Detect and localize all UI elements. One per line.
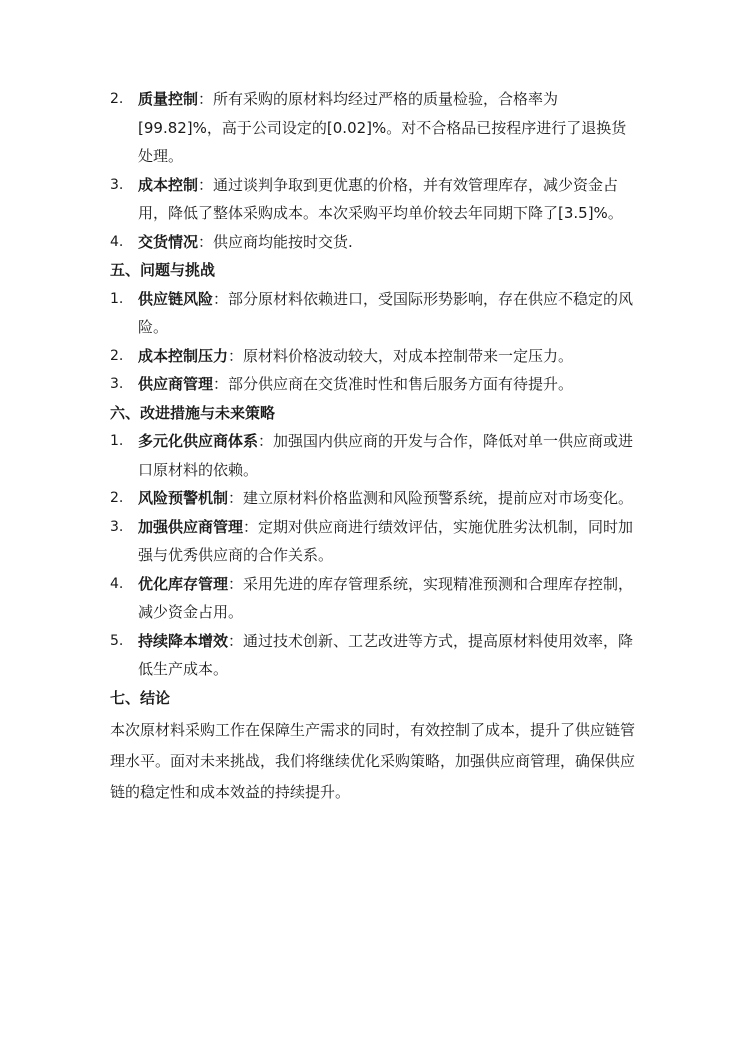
- item-term: 质量控制: [138, 90, 199, 108]
- item-term: 优化库存管理: [138, 574, 229, 593]
- item-number: 4.: [110, 233, 124, 250]
- list-item: [110, 570, 635, 627]
- item-number: 5.: [110, 632, 124, 649]
- document-page: [110, 85, 635, 808]
- item-number: 3.: [110, 518, 124, 535]
- list-item: [110, 484, 635, 513]
- item-number: 1.: [110, 433, 124, 449]
- item-text: ：供应商均能按时交货.: [198, 232, 353, 251]
- item-text: ：定期对供应商进行绩效评估，实施优胜劣汰机制，同时加强与优秀供应商的合作关系。: [138, 517, 634, 564]
- item-term: 成本控制: [138, 175, 199, 194]
- item-number: 2.: [110, 91, 124, 107]
- item-text: ：加强国内供应商的开发与合作，降低对单一供应商或进口原材料的依赖。: [138, 432, 634, 479]
- list-item: [110, 228, 635, 257]
- item-term: 供应商管理: [138, 375, 214, 393]
- list-item: [110, 85, 635, 171]
- item-number: 3.: [110, 176, 124, 193]
- list-item: [110, 427, 635, 484]
- item-number: 3.: [110, 376, 124, 392]
- item-number: 2.: [110, 347, 124, 364]
- item-text: ：所有采购的原材料均经过严格的质量检验，合格率为[99.82]%，高于公司设定的[0.02]%。对不合格品已按程序进行了退换货处理。: [138, 90, 627, 165]
- section5-heading: 五、问题与挑战: [110, 261, 216, 279]
- item-text: ：部分原材料依赖进口，受国际形势影响，存在供应不稳定的风险。: [138, 289, 634, 336]
- list-item: [110, 285, 635, 342]
- list-item: [110, 513, 635, 570]
- item-number: 1.: [110, 290, 124, 307]
- section7-heading: 七、结论: [110, 688, 171, 707]
- item-term: 加强供应商管理: [138, 517, 244, 536]
- item-term: 交货情况: [138, 232, 199, 251]
- item-text: ：建立原材料价格监测和风险预警系统，提前应对市场变化。: [228, 489, 634, 507]
- item-term: 多元化供应商体系: [138, 432, 259, 450]
- item-term: 风险预警机制: [138, 489, 229, 507]
- section6-list: [110, 427, 635, 684]
- item-text: ：采用先进的库存管理系统，实现精准预测和合理库存控制，减少资金占用。: [138, 574, 634, 621]
- item-text: ：原材料价格波动较大，对成本控制带来一定压力。: [228, 346, 574, 365]
- item-term: 持续降本增效: [138, 631, 229, 650]
- item-number: 2.: [110, 490, 124, 506]
- item-term: 成本控制压力: [138, 346, 229, 365]
- section6-heading: 六、改进措施与未来策略: [110, 403, 276, 422]
- item-text: ：通过技术创新、工艺改进等方式，提高原材料使用效率，降低生产成本。: [138, 631, 634, 678]
- conclusion-paragraph: 本次原材料采购工作在保障生产需求的同时，有效控制了成本，提升了供应链管理水平。面对未来挑战，我们将继续优化采购策略，加强供应商管理，确保供应链的稳定性和成本效益的持续提升。: [110, 721, 636, 801]
- list-item: [110, 342, 635, 371]
- list-item: [110, 370, 635, 399]
- section4-list: [110, 85, 635, 256]
- item-text: ：通过谈判争取到更优惠的价格，并有效管理库存，减少资金占用，降低了整体采购成本。本次采购平均单价较去年同期下降了[3.5]%。: [138, 175, 623, 222]
- list-item: [110, 171, 635, 228]
- list-item: [110, 627, 635, 684]
- item-text: ：部分供应商在交货准时性和售后服务方面有待提升。: [213, 375, 574, 393]
- section5-list: [110, 285, 635, 399]
- item-term: 供应链风险: [138, 289, 214, 308]
- item-number: 4.: [110, 575, 124, 592]
